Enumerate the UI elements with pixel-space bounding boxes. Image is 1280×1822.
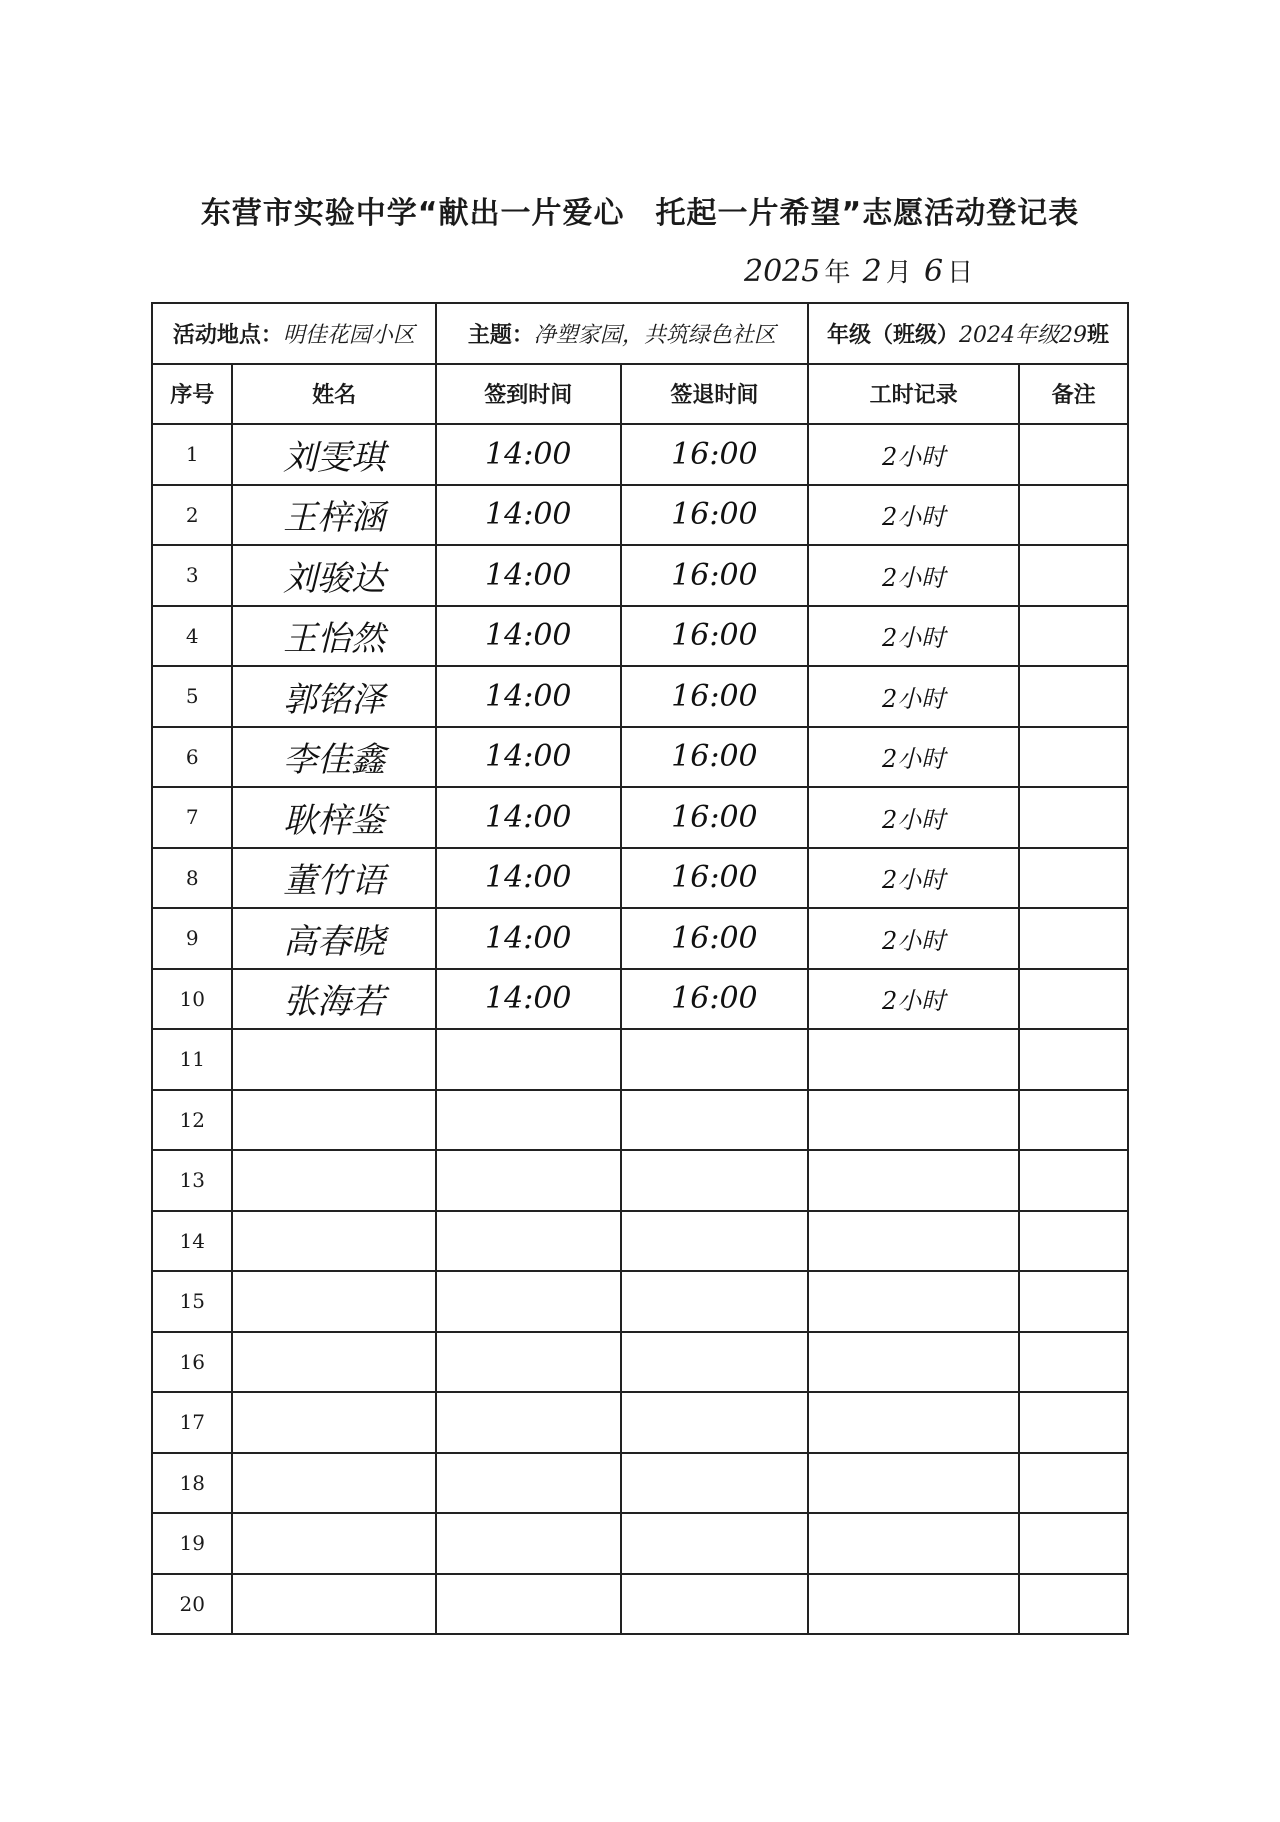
cell-name bbox=[232, 1211, 435, 1272]
date-year: 2025 bbox=[744, 254, 821, 289]
cell-no: 19 bbox=[152, 1513, 232, 1574]
cell-hours: 2小时 bbox=[808, 666, 1019, 727]
header-no: 序号 bbox=[152, 364, 232, 425]
header-checkout: 签退时间 bbox=[621, 364, 808, 425]
cell-checkin: 14:00 bbox=[436, 969, 621, 1030]
date-day: 6 bbox=[924, 254, 944, 289]
date-month: 2 bbox=[862, 254, 882, 289]
cell-no: 18 bbox=[152, 1453, 232, 1514]
info-row bbox=[152, 303, 1128, 364]
table-row bbox=[152, 1150, 1128, 1211]
table-row bbox=[152, 424, 1128, 485]
cell-checkout: 16:00 bbox=[621, 908, 808, 969]
cell-hours bbox=[808, 1453, 1019, 1514]
cell-checkout bbox=[621, 1453, 808, 1514]
cell-remarks bbox=[1019, 606, 1128, 667]
cell-checkin: 14:00 bbox=[436, 545, 621, 606]
cell-no: 10 bbox=[152, 969, 232, 1030]
grade-value: 2024年级29 bbox=[959, 322, 1087, 348]
table-row bbox=[152, 1453, 1128, 1514]
cell-hours: 2小时 bbox=[808, 908, 1019, 969]
date-day-label: 日 bbox=[947, 258, 974, 288]
cell-no: 20 bbox=[152, 1574, 232, 1635]
table-row bbox=[152, 1271, 1128, 1332]
table-row bbox=[152, 908, 1128, 969]
registration-table bbox=[151, 302, 1129, 1635]
cell-checkin bbox=[436, 1453, 621, 1514]
cell-remarks bbox=[1019, 1453, 1128, 1514]
cell-remarks bbox=[1019, 1271, 1128, 1332]
table-row bbox=[152, 1090, 1128, 1151]
cell-remarks bbox=[1019, 787, 1128, 848]
cell-checkin: 14:00 bbox=[436, 424, 621, 485]
cell-no: 12 bbox=[152, 1090, 232, 1151]
cell-checkin: 14:00 bbox=[436, 848, 621, 909]
cell-checkout: 16:00 bbox=[621, 485, 808, 546]
cell-remarks bbox=[1019, 1150, 1128, 1211]
cell-remarks bbox=[1019, 1211, 1128, 1272]
cell-checkout bbox=[621, 1513, 808, 1574]
cell-hours bbox=[808, 1574, 1019, 1635]
cell-name bbox=[232, 1513, 435, 1574]
cell-checkin bbox=[436, 1513, 621, 1574]
date-year-label: 年 bbox=[824, 258, 851, 288]
cell-checkout bbox=[621, 1211, 808, 1272]
cell-checkin: 14:00 bbox=[436, 727, 621, 788]
cell-name: 张海若 bbox=[232, 969, 435, 1030]
cell-checkin bbox=[436, 1211, 621, 1272]
cell-remarks bbox=[1019, 545, 1128, 606]
cell-checkout bbox=[621, 1150, 808, 1211]
table-row bbox=[152, 1392, 1128, 1453]
cell-remarks bbox=[1019, 1574, 1128, 1635]
cell-hours bbox=[808, 1513, 1019, 1574]
cell-checkout: 16:00 bbox=[621, 787, 808, 848]
table-row bbox=[152, 848, 1128, 909]
table-row bbox=[152, 1211, 1128, 1272]
cell-no: 6 bbox=[152, 727, 232, 788]
cell-remarks bbox=[1019, 1332, 1128, 1393]
cell-checkin bbox=[436, 1332, 621, 1393]
cell-remarks bbox=[1019, 1090, 1128, 1151]
cell-name: 郭铭泽 bbox=[232, 666, 435, 727]
cell-no: 11 bbox=[152, 1029, 232, 1090]
cell-remarks bbox=[1019, 1392, 1128, 1453]
cell-checkout bbox=[621, 1332, 808, 1393]
form-title: 东营市实验中学“献出一片爱心 托起一片希望”志愿活动登记表 bbox=[200, 196, 1080, 231]
table-row bbox=[152, 1574, 1128, 1635]
cell-no: 17 bbox=[152, 1392, 232, 1453]
cell-no: 3 bbox=[152, 545, 232, 606]
theme-cell bbox=[436, 303, 808, 364]
cell-remarks bbox=[1019, 969, 1128, 1030]
cell-hours bbox=[808, 1332, 1019, 1393]
table-row bbox=[152, 1513, 1128, 1574]
cell-checkout: 16:00 bbox=[621, 727, 808, 788]
cell-checkin: 14:00 bbox=[436, 666, 621, 727]
grade-cell bbox=[808, 303, 1128, 364]
cell-checkin bbox=[436, 1150, 621, 1211]
cell-no: 1 bbox=[152, 424, 232, 485]
form-date bbox=[740, 252, 973, 289]
cell-checkout bbox=[621, 1574, 808, 1635]
cell-checkout: 16:00 bbox=[621, 848, 808, 909]
header-remarks: 备注 bbox=[1019, 364, 1128, 425]
cell-no: 8 bbox=[152, 848, 232, 909]
cell-name bbox=[232, 1271, 435, 1332]
cell-no: 13 bbox=[152, 1150, 232, 1211]
cell-no: 16 bbox=[152, 1332, 232, 1393]
table-row bbox=[152, 1029, 1128, 1090]
cell-hours: 2小时 bbox=[808, 848, 1019, 909]
cell-name: 李佳鑫 bbox=[232, 727, 435, 788]
cell-checkin: 14:00 bbox=[436, 606, 621, 667]
cell-hours: 2小时 bbox=[808, 969, 1019, 1030]
cell-no: 7 bbox=[152, 787, 232, 848]
cell-no: 5 bbox=[152, 666, 232, 727]
cell-remarks bbox=[1019, 424, 1128, 485]
cell-name: 刘骏达 bbox=[232, 545, 435, 606]
header-hours: 工时记录 bbox=[808, 364, 1019, 425]
cell-name bbox=[232, 1090, 435, 1151]
cell-remarks bbox=[1019, 485, 1128, 546]
cell-name bbox=[232, 1150, 435, 1211]
cell-hours bbox=[808, 1029, 1019, 1090]
cell-checkout: 16:00 bbox=[621, 545, 808, 606]
cell-hours: 2小时 bbox=[808, 787, 1019, 848]
header-checkin: 签到时间 bbox=[436, 364, 621, 425]
table-row bbox=[152, 606, 1128, 667]
cell-checkin: 14:00 bbox=[436, 485, 621, 546]
location-cell bbox=[152, 303, 436, 364]
cell-hours bbox=[808, 1392, 1019, 1453]
table-row bbox=[152, 727, 1128, 788]
location-label: 活动地点： bbox=[172, 322, 283, 348]
cell-no: 15 bbox=[152, 1271, 232, 1332]
cell-checkout bbox=[621, 1090, 808, 1151]
cell-checkout: 16:00 bbox=[621, 606, 808, 667]
cell-remarks bbox=[1019, 666, 1128, 727]
cell-checkout bbox=[621, 1029, 808, 1090]
cell-no: 14 bbox=[152, 1211, 232, 1272]
theme-label: 主题： bbox=[467, 322, 534, 348]
cell-no: 2 bbox=[152, 485, 232, 546]
cell-name: 耿梓鉴 bbox=[232, 787, 435, 848]
table-row bbox=[152, 485, 1128, 546]
cell-checkout: 16:00 bbox=[621, 424, 808, 485]
table-row bbox=[152, 1332, 1128, 1393]
cell-hours: 2小时 bbox=[808, 485, 1019, 546]
cell-remarks bbox=[1019, 908, 1128, 969]
cell-checkout: 16:00 bbox=[621, 666, 808, 727]
cell-checkin bbox=[436, 1574, 621, 1635]
cell-name bbox=[232, 1453, 435, 1514]
grade-label: 年级（班级） bbox=[826, 322, 959, 348]
table-row bbox=[152, 545, 1128, 606]
cell-hours: 2小时 bbox=[808, 424, 1019, 485]
cell-no: 9 bbox=[152, 908, 232, 969]
cell-name: 高春晓 bbox=[232, 908, 435, 969]
cell-name: 王梓涵 bbox=[232, 485, 435, 546]
cell-checkin bbox=[436, 1392, 621, 1453]
cell-name bbox=[232, 1392, 435, 1453]
cell-checkin bbox=[436, 1029, 621, 1090]
cell-checkout: 16:00 bbox=[621, 969, 808, 1030]
cell-name bbox=[232, 1332, 435, 1393]
cell-checkout bbox=[621, 1392, 808, 1453]
cell-remarks bbox=[1019, 1513, 1128, 1574]
cell-remarks bbox=[1019, 1029, 1128, 1090]
cell-name bbox=[232, 1029, 435, 1090]
cell-remarks bbox=[1019, 727, 1128, 788]
cell-hours: 2小时 bbox=[808, 727, 1019, 788]
date-month-label: 月 bbox=[885, 258, 912, 288]
cell-checkin bbox=[436, 1090, 621, 1151]
cell-hours: 2小时 bbox=[808, 606, 1019, 667]
table-row bbox=[152, 787, 1128, 848]
cell-checkout bbox=[621, 1271, 808, 1332]
cell-name bbox=[232, 1574, 435, 1635]
header-name: 姓名 bbox=[232, 364, 435, 425]
cell-hours: 2小时 bbox=[808, 545, 1019, 606]
cell-hours bbox=[808, 1271, 1019, 1332]
cell-name: 刘雯琪 bbox=[232, 424, 435, 485]
header-row bbox=[152, 364, 1128, 425]
table-row bbox=[152, 969, 1128, 1030]
cell-checkin: 14:00 bbox=[436, 908, 621, 969]
cell-hours bbox=[808, 1150, 1019, 1211]
cell-hours bbox=[808, 1090, 1019, 1151]
cell-checkin: 14:00 bbox=[436, 787, 621, 848]
cell-name: 董竹语 bbox=[232, 848, 435, 909]
cell-name: 王怡然 bbox=[232, 606, 435, 667]
cell-checkin bbox=[436, 1271, 621, 1332]
cell-remarks bbox=[1019, 848, 1128, 909]
grade-suffix: 班 bbox=[1086, 322, 1109, 348]
cell-no: 4 bbox=[152, 606, 232, 667]
table-row bbox=[152, 666, 1128, 727]
location-value: 明佳花园小区 bbox=[282, 322, 415, 348]
cell-hours bbox=[808, 1211, 1019, 1272]
theme-value: 净塑家园，共筑绿色社区 bbox=[533, 322, 776, 348]
